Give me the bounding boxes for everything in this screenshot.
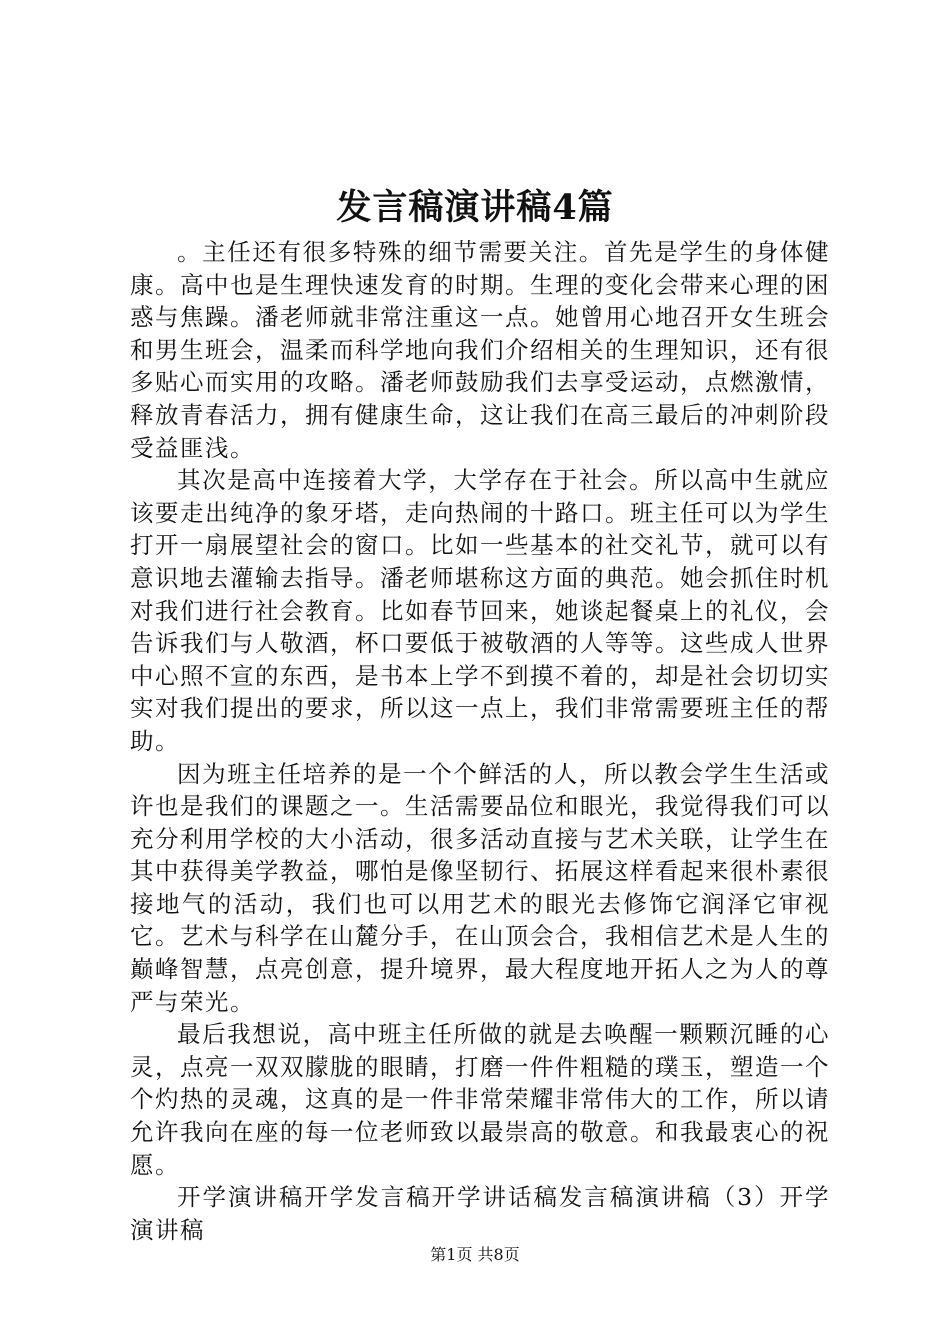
- paragraph-1: 。主任还有很多特殊的细节需要关注。首先是学生的身体健康。高中也是生理快速发育的时期。生理的变化会带来心理的困惑与焦躁。潘老师就非常注重这一点。她曾用心地召开女生班会和男生班会，温柔而科学地向我们介绍相关的生理知识，还有很多贴心而实用的攻略。潘老师鼓励我们去享受运动，点燃激情，释放青春活力，拥有健康生命，这让我们在高三最后的冲刺阶段受益匪浅。: [130, 238, 830, 462]
- page-footer: 第1页 共8页: [430, 1245, 520, 1264]
- document-title: 发言稿演讲稿4篇: [336, 187, 614, 228]
- document-body: [130, 236, 830, 1246]
- paragraph-3: 因为班主任培养的是一个个鲜活的人，所以教会学生生活或许也是我们的课题之一。生活需要品位和眼光，我觉得我们可以充分利用学校的大小活动，很多活动直接与艺术关联，让学生在其中获得美学教益，哪怕是像坚韧行、拓展这样看起来很朴素很接地气的活动，我们也可以用艺术的眼光去修饰它润泽它审视它。艺术与科学在山麓分手，在山顶会合，我相信艺术是人生的巅峰智慧，点亮创意，提升境界，最大程度地开拓人之为人的尊严与荣光。: [130, 759, 830, 1016]
- paragraph-5: 开学演讲稿开学发言稿开学讲话稿发言稿演讲稿（3）开学演讲稿: [130, 1183, 830, 1244]
- paragraph-4: 最后我想说，高中班主任所做的就是去唤醒一颗颗沉睡的心灵，点亮一双双朦胧的眼睛，打磨一件件粗糙的璞玉，塑造一个个灼热的灵魂，这真的是一件非常荣耀非常伟大的工作，所以请允许我向在座的每一位老师致以最崇高的敬意。和我最衷心的祝愿。: [130, 1020, 830, 1179]
- paragraph-2: 其次是高中连接着大学，大学存在于社会。所以高中生就应该要走出纯净的象牙塔，走向热闹的十路口。班主任可以为学生打开一扇展望社会的窗口。比如一些基本的社交礼节，就可以有意识地去灌输去指导。潘老师堪称这方面的典范。她会抓住时机对我们进行社会教育。比如春节回来，她谈起餐桌上的礼仪，会告诉我们与人敬酒，杯口要低于被敬酒的人等等。这些成人世界中心照不宣的东西，是书本上学不到摸不着的，却是社会切切实实对我们提出的要求，所以这一点上，我们非常需要班主任的帮助。: [130, 466, 830, 755]
